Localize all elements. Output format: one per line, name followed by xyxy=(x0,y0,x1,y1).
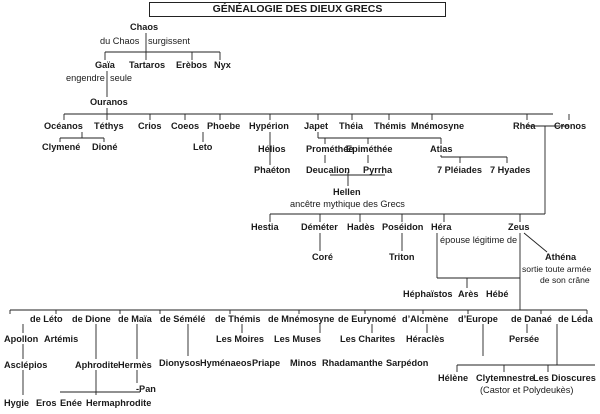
node-mnemosyne: Mnémosyne xyxy=(411,121,465,131)
label-athena-desc-1: sortie toute armée xyxy=(522,264,592,274)
node-tethys: Téthys xyxy=(94,121,124,131)
node-hyperion: Hypérion xyxy=(249,121,289,131)
node-apollon: Apollon xyxy=(4,334,39,344)
node-crios: Crios xyxy=(138,121,162,131)
node-zeus: Zeus xyxy=(508,222,530,232)
label-castor-polydeukes: (Castor et Polydeukès) xyxy=(480,385,574,395)
node-themis: Thémis xyxy=(374,121,407,131)
node-d-europe: d’Europe xyxy=(458,314,498,324)
node-de-leda: de Léda xyxy=(558,314,593,324)
node-core: Coré xyxy=(312,252,333,262)
node-persee: Persée xyxy=(509,334,540,344)
node-coeos: Coeos xyxy=(171,121,200,131)
label-du-chaos: du Chaos xyxy=(100,36,140,46)
node-helios: Hélios xyxy=(258,144,286,154)
node-epimethee: Epiméthée xyxy=(346,144,393,154)
node-asclepios: Asclépios xyxy=(4,360,48,370)
node-erebos: Erèbos xyxy=(176,60,208,70)
node-japet: Japet xyxy=(304,121,329,131)
node-aphrodite: Aphrodite xyxy=(75,360,119,370)
node-nyx: Nyx xyxy=(214,60,231,70)
node-de-leto: de Léto xyxy=(30,314,63,324)
node-leto: Leto xyxy=(193,142,213,152)
node-dione: Dioné xyxy=(92,142,118,152)
node-hymenaeos: Hyménaeos xyxy=(200,358,252,368)
node-hyades: 7 Hyades xyxy=(490,165,531,175)
node-promethee: Prométhée xyxy=(306,144,354,154)
node-heracles: Héraclès xyxy=(406,334,445,344)
label-epouse: épouse légitime de xyxy=(440,235,518,245)
node-de-themis: de Thémis xyxy=(215,314,261,324)
node-de-dione: de Dione xyxy=(72,314,111,324)
node-hebe: Hébé xyxy=(486,289,509,299)
node-de-danae: de Danaé xyxy=(511,314,552,324)
node-les-dioscures: Les Dioscures xyxy=(533,373,596,383)
node-phaeton: Phaéton xyxy=(254,165,291,175)
node-pyrrha: Pyrrha xyxy=(363,165,393,175)
node-priape: Priape xyxy=(252,358,281,368)
node-oceanos: Océanos xyxy=(44,121,83,131)
node-hermaphrodite: Hermaphrodite xyxy=(86,398,152,408)
node-hephaistos: Héphaïstos xyxy=(403,289,453,299)
node-hestia: Hestia xyxy=(251,222,279,232)
node-sarpedon: Sarpédon xyxy=(386,358,429,368)
node-triton: Triton xyxy=(389,252,415,262)
node-de-semele: de Sémélé xyxy=(160,314,206,324)
node-les-muses: Les Muses xyxy=(274,334,321,344)
node-rhea: Rhéa xyxy=(513,121,536,131)
diagram-title: GÉNÉALOGIE DES DIEUX GRECS xyxy=(149,2,446,17)
node-ares: Arès xyxy=(458,289,479,299)
label-surgissent: surgissent xyxy=(148,36,190,46)
node-clytemnestre: Clytemnestre xyxy=(476,373,535,383)
node-chaos: Chaos xyxy=(130,22,159,32)
node-minos: Minos xyxy=(290,358,317,368)
node-atlas: Atlas xyxy=(430,144,453,154)
node-clymene: Clymené xyxy=(42,142,81,152)
label-engendre: engendre xyxy=(66,73,105,83)
node-les-charites: Les Charites xyxy=(340,334,396,344)
node-dionysos: Dionysos xyxy=(159,358,201,368)
node-helene: Hélène xyxy=(438,373,469,383)
node-phoebe: Phoebe xyxy=(207,121,241,131)
node-eros: Eros xyxy=(36,398,57,408)
node-hades: Hadès xyxy=(347,222,375,232)
node-de-maia: de Maïa xyxy=(118,314,152,324)
node-artemis: Artémis xyxy=(44,334,79,344)
node-athena: Athéna xyxy=(545,252,577,262)
node-hygie: Hygie xyxy=(4,398,30,408)
node-pan: -Pan xyxy=(136,384,156,394)
node-les-moires: Les Moires xyxy=(216,334,264,344)
node-enee: Enée xyxy=(60,398,82,408)
node-de-mnemosyne: de Mnémosyne xyxy=(268,314,335,324)
node-pleiades: 7 Pléiades xyxy=(437,165,482,175)
node-demeter: Déméter xyxy=(301,222,338,232)
node-rhadamanthe: Rhadamanthe xyxy=(322,358,383,368)
node-gaia: Gaïa xyxy=(95,60,115,70)
node-hellen: Hellen xyxy=(333,187,361,197)
label-hellen-desc: ancêtre mythique des Grecs xyxy=(290,199,405,209)
node-hermes: Hermès xyxy=(118,360,152,370)
node-deucalion: Deucalion xyxy=(306,165,350,175)
label-athena-desc-2: de son crâne xyxy=(540,275,590,285)
node-hera: Héra xyxy=(431,222,452,232)
node-ouranos: Ouranos xyxy=(90,97,128,107)
node-tartaros: Tartaros xyxy=(129,60,166,70)
label-seule: seule xyxy=(110,73,132,83)
node-cronos: Cronos xyxy=(554,121,587,131)
node-de-eurynome: de Eurynomé xyxy=(338,314,397,324)
node-d-alcmene: d’Alcmène xyxy=(402,314,449,324)
node-poseidon: Poséidon xyxy=(382,222,424,232)
node-theia: Théia xyxy=(339,121,363,131)
